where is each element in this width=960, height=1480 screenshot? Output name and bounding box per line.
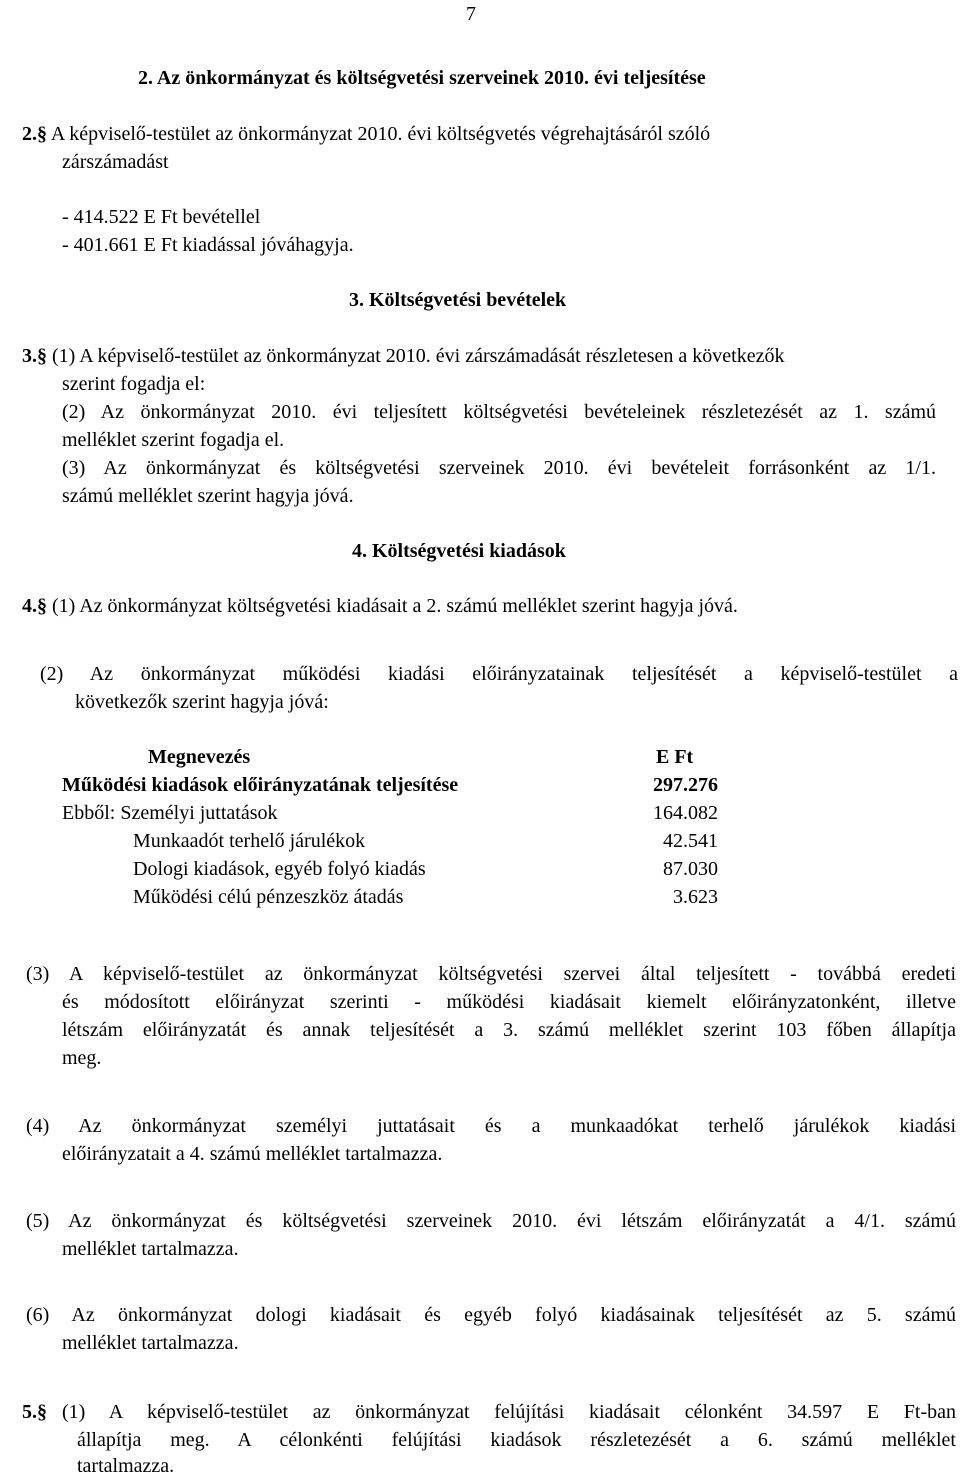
section-4-paragraph-line: létszám előirányzatát és annak teljesítését a 3. számú melléklet szerint 103 főben állapítja — [62, 1019, 956, 1041]
section-2-heading: 2. Az önkormányzat és költségvetési szerveinek 2010. évi teljesítése — [138, 67, 706, 89]
section-5-paragraph-line: (1) A képviselő-testület az önkormányzat felújítási kiadásait célonként 34.597 E Ft-ban — [62, 1401, 956, 1423]
table-row-value: 87.030 — [663, 858, 718, 880]
revenue-item: - 414.522 E Ft bevétellel — [62, 206, 261, 228]
table-header-unit: E Ft — [656, 746, 694, 768]
section-3-paragraph-line: (3) Az önkormányzat és költségvetési szerveinek 2010. évi bevételeit forrásonként az 1/1. — [62, 457, 936, 479]
section-4-paragraph-line: (5) Az önkormányzat és költségvetési szerveinek 2010. évi létszám előirányzatát a 4/1. számú — [26, 1210, 956, 1232]
table-header-name: Megnevezés — [148, 746, 251, 768]
section-sign: § — [37, 595, 47, 617]
section-4-paragraph-line — [22, 592, 738, 620]
paragraph-text: (1) A képviselő-testület az önkormányzat 2010. évi zárszámadását részletesen a következők — [52, 345, 785, 367]
table-row-label: Működési célú pénzeszköz átadás — [133, 886, 404, 908]
section-4-paragraph-line: (2) Az önkormányzat működési kiadási előirányzatainak teljesítését a képviselő-testület a — [40, 663, 958, 685]
section-4-paragraph-line: és módosított előirányzat szerinti - működési kiadásait kiemelt előirányzatonként, illetve — [62, 991, 956, 1013]
table-row-value: 3.623 — [673, 886, 718, 908]
table-total-value: 297.276 — [653, 774, 718, 796]
section-4-paragraph-line: következők szerint hagyja jóvá: — [75, 691, 329, 713]
section-4-paragraph-line: (3) A képviselő-testület az önkormányzat költségvetési szervei által teljesített - továbbá eredeti — [26, 963, 956, 985]
section-4-paragraph-line: meg. — [62, 1047, 102, 1069]
section-sign: § — [37, 345, 47, 367]
section-4-paragraph-line: előirányzatait a 4. számú melléklet tartalmazza. — [62, 1143, 443, 1165]
section-2-paragraph-line — [22, 120, 710, 148]
section-3-paragraph-line: (2) Az önkormányzat 2010. évi teljesített költségvetési bevételeinek részletezését az 1. számú — [62, 401, 936, 423]
table-row-label: Dologi kiadások, egyéb folyó kiadás — [133, 858, 426, 880]
section-5-paragraph-number — [22, 1398, 47, 1426]
table-row-value: 42.541 — [663, 830, 718, 852]
paragraph-number: 4. — [22, 595, 37, 617]
paragraph-number: 5. — [22, 1401, 37, 1423]
section-3-heading: 3. Költségvetési bevételek — [349, 289, 567, 311]
paragraph-text: (1) Az önkormányzat költségvetési kiadásait a 2. számú melléklet szerint hagyja jóvá. — [52, 595, 738, 617]
table-row-label: Ebből: Személyi juttatások — [62, 802, 278, 824]
section-5-paragraph-line: állapítja meg. A célonkénti felújítási kiadások részletezését a 6. számú melléklet — [77, 1429, 956, 1451]
section-5-paragraph-line: tartalmazza. — [77, 1455, 175, 1477]
section-4-heading: 4. Költségvetési kiadások — [352, 540, 566, 562]
section-sign: § — [37, 1401, 47, 1423]
table-row-value: 164.082 — [653, 802, 718, 824]
section-2-paragraph-line: zárszámadást — [62, 151, 169, 173]
table-row-label: Munkaadót terhelő járulékok — [133, 830, 366, 852]
section-3-paragraph-line: szerint fogadja el: — [62, 373, 206, 395]
expense-item: - 401.661 E Ft kiadással jóváhagyja. — [62, 234, 354, 256]
section-sign: § — [37, 123, 47, 145]
table-total-label: Működési kiadások előirányzatának teljesítése — [62, 774, 459, 796]
section-3-paragraph-line — [22, 342, 785, 370]
section-3-paragraph-line: melléklet szerint fogadja el. — [62, 429, 285, 451]
paragraph-number: 2. — [22, 123, 37, 145]
section-4-paragraph-line: melléklet tartalmazza. — [62, 1238, 239, 1260]
paragraph-text: A képviselő-testület az önkormányzat 2010. évi költségvetés végrehajtásáról szóló — [50, 123, 711, 145]
paragraph-number: 3. — [22, 345, 37, 367]
page-number: 7 — [466, 3, 476, 25]
section-4-paragraph-line: melléklet tartalmazza. — [62, 1332, 239, 1354]
section-4-paragraph-line: (4) Az önkormányzat személyi juttatásait és a munkaadókat terhelő járulékok kiadási — [26, 1115, 956, 1137]
section-4-paragraph-line: (6) Az önkormányzat dologi kiadásait és egyéb folyó kiadásainak teljesítését az 5. számú — [26, 1304, 956, 1326]
section-3-paragraph-line: számú melléklet szerint hagyja jóvá. — [62, 485, 354, 507]
